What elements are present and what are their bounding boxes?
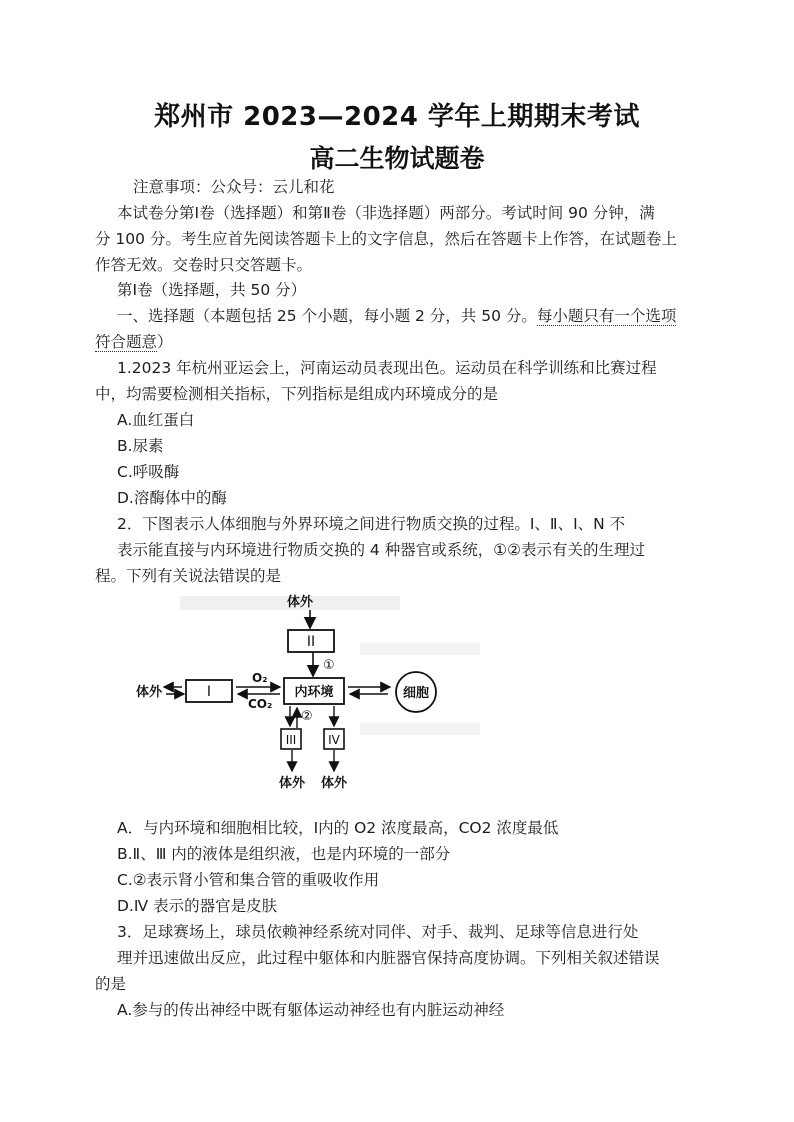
notice-line-3: 作答无效。交卷时只交答题卡。 [95,256,313,274]
exam-title: 郑州市 2023—2024 学年上期期末考试 [154,102,640,132]
q1-option-d: D.溶酶体中的酶 [117,489,227,507]
q3-stem-1: 3．足球赛场上，球员依赖神经系统对同伴、对手、裁判、足球等信息进行处 [117,923,639,941]
q1-option-b: B.尿素 [117,437,164,455]
q2-stem-3: 程。下列有关说法错误的是 [95,567,282,585]
outside-label-iv: 体外 [320,776,348,791]
exam-subtitle: 高二生物试题卷 [309,144,485,173]
box-i-label: I [206,684,212,700]
o2-label: O₂ [252,671,268,685]
co2-label: CO₂ [248,697,273,711]
material-exchange-diagram [120,588,480,803]
box-iii-label: III [285,733,297,747]
instruction-suffix: ） [157,333,173,351]
box-iv-label: IV [328,733,340,747]
q2-option-c: C.②表示肾小管和集合管的重吸收作用 [117,871,380,889]
internal-env-label: 内环境 [294,685,334,700]
instruction-underlined: 每小题只有一个选项 [536,307,677,325]
process-1-label: ① [323,658,335,673]
box-ii-label: II [306,634,316,650]
section-heading: 第Ⅰ卷（选择题，共 50 分） [117,281,307,299]
cell-label: 细胞 [402,686,430,701]
q3-stem-3: 的是 [95,975,127,993]
process-2-label: ② [301,709,313,724]
notice-line-2: 分 100 分。考生应首先阅读答题卡上的文字信息，然后在答题卡上作答，在试题卷上 [95,230,677,248]
q2-option-b: B.Ⅱ、Ⅲ 内的液体是组织液，也是内环境的一部分 [117,845,451,863]
outside-label-iii: 体外 [278,776,306,791]
q1-stem-1: 1.2023 年杭州亚运会上，河南运动员表现出色。运动员在科学训练和比赛过程 [117,359,657,377]
q2-stem-2: 表示能直接与内环境进行物质交换的 4 种器官或系统，①②表示有关的生理过 [117,541,646,559]
q1-option-c: C.呼吸酶 [117,463,180,481]
section-instruction-2 [95,332,173,352]
outside-label-left: 体外 [136,685,163,700]
notice-line-1: 本试卷分第Ⅰ卷（选择题）和第Ⅱ卷（非选择题）两部分。考试时间 90 分钟，满 [117,204,655,222]
outside-label-top: 体外 [286,595,314,610]
q2-option-d: D.Ⅳ 表示的器官是皮肤 [117,897,278,915]
section-instruction-1 [117,306,676,326]
q1-stem-2: 中，均需要检测相关指标，下列指标是组成内环境成分的是 [95,385,499,403]
q2-option-a: A．与内环境和细胞相比较，Ⅰ内的 O2 浓度最高，CO2 浓度最低 [117,819,559,837]
q3-option-a: A.参与的传出神经中既有躯体运动神经也有内脏运动神经 [117,1001,505,1019]
q1-option-a: A.血红蛋白 [117,411,195,429]
q3-stem-2: 理并迅速做出反应，此过程中躯体和内脏器官保持高度协调。下列相关叙述错误 [117,949,660,967]
q2-stem-1: 2．下图表示人体细胞与外界环境之间进行物质交换的过程。Ⅰ、Ⅱ、Ⅰ、N 不 [117,515,626,533]
instruction-text: 一、选择题（本题包括 25 个小题，每小题 2 分，共 50 分。 [117,307,537,325]
instruction-underlined-2: 符合题意 [95,333,158,351]
notice-label: 注意事项：公众号：云儿和花 [133,178,335,196]
